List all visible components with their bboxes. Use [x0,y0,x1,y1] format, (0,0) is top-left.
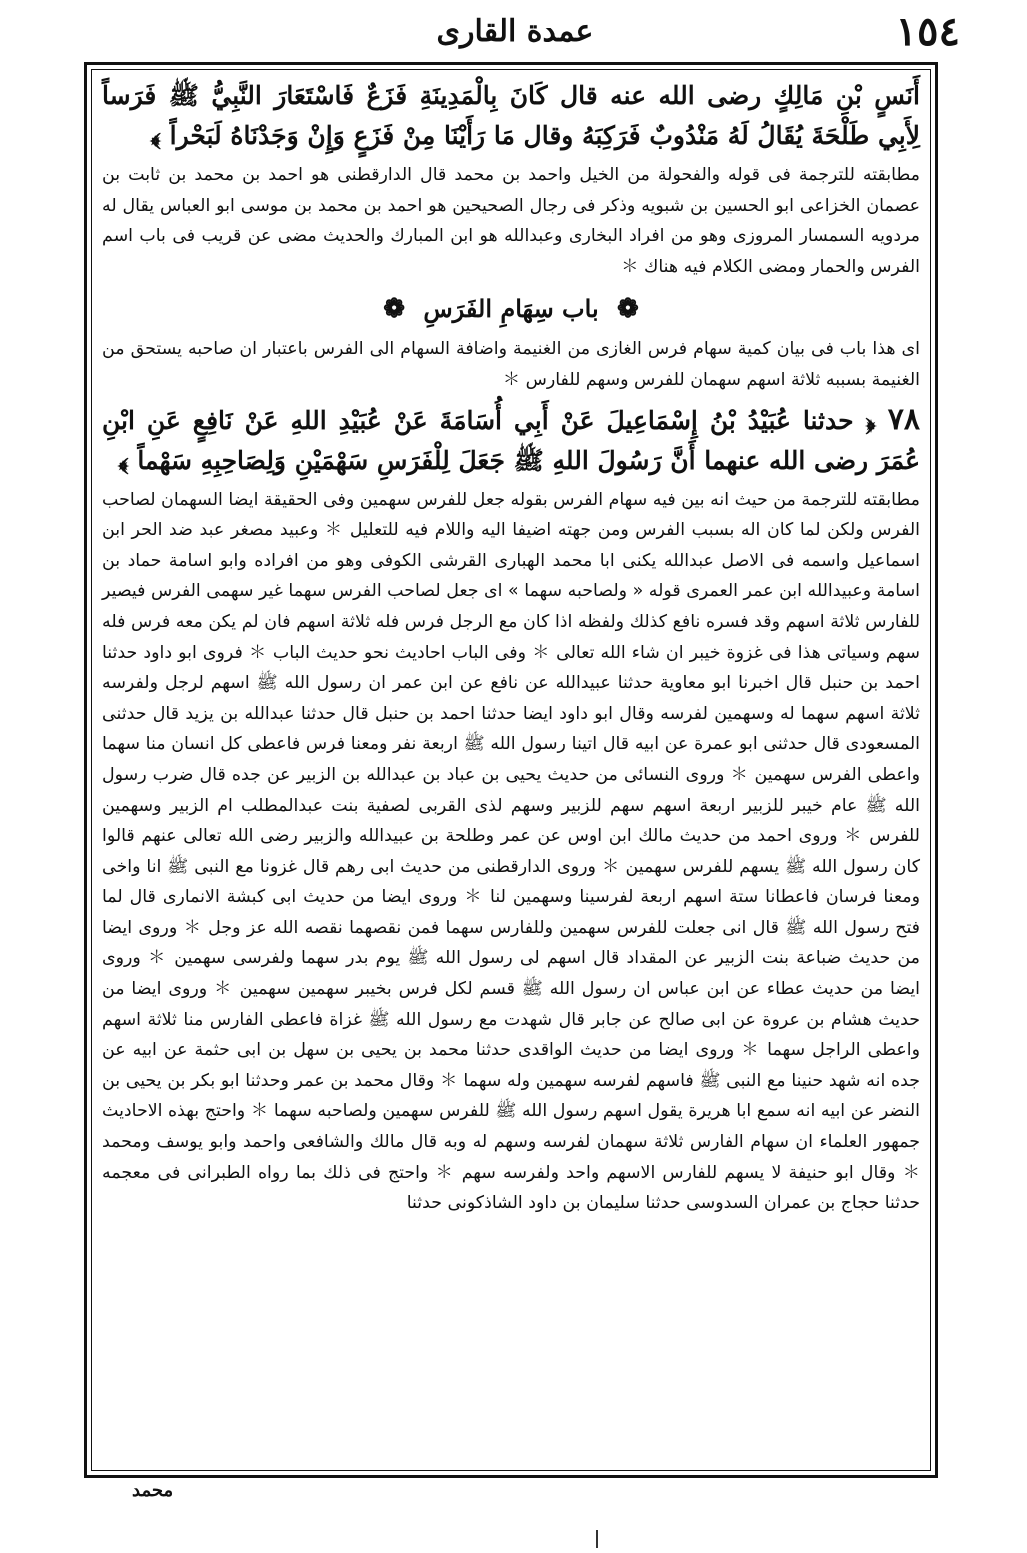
running-title: عمدة القاری [436,14,594,49]
page-number: ١٥٤ [895,8,960,55]
hadith-78 [102,400,920,481]
commentary-77: مطابقته للترجمة فی قوله والفحولة من الخیل واحمد بن محمد قال الدارقطنی هو احمد بن محمد بن ثابت بن عصمان الخزاعی ابو الحسین بن شبویه وذکر فی رجال الصحیحین هو احمد بن محمد بن موسی ابو العباس یقال له مردویه السمسار المروزی وهو من افراد البخاری وعبدالله هو ابن المبارك والحدیث مضی عن قریب فی باب اسم الفرس والحمار ومضی الکلام فیه هناك ＊ [102,165,920,277]
text-body [91,69,931,1471]
catchword: محمد [132,1480,174,1501]
hadith-number: ٧٨ [887,401,920,437]
hadith-78-text: ﴿ حدثنا عُبَيْدُ بْنُ إِسْمَاعِيلَ عَنْ أَبِي أُسَامَةَ عَنْ عُبَيْدِ اللهِ عَنْ نَافِعٍ عَنِ ابْنِ عُمَرَ رضی الله عنهما أَنَّ رَسُولَ اللهِ ﷺ جَعَلَ لِلْفَرَسِ سَهْمَيْنِ وَلِصَاحِبِهِ سَهْماً ﴾ [102,405,920,475]
page-foot-mark [596,1530,598,1548]
commentary-78: مطابقته للترجمة من حیث انه بین فیه سهام الفرس بقوله جعل للفرس سهمین وفی الحقیقة ایضا السهمان لصاحب الفرس ولکن لما کان اله بسبب الفرس ومن جهته اضیفا الیه واللام فیه للتعلیل ＊ وعبید مصغر عبد ضد الحر ابن اسماعیل واسمه فی الاصل عبدالله یکنی ابا محمد الهباری القرشی الکوفی وهو من افراده وابو اسامة حماد بن اسامة وعبیدالله ابن عمر العمری قوله « ولصاحبه سهما » ای جعل لصاحب الفرس سهما غیر سهمی الفرس فیصیر للفارس ثلاثة اسهم وقد فسره نافع کذلك ولفظه اذا کان مع الرجل فرس فله ثلاثة اسهم فان لم یکن معه فرس فله سهم وسیاتی هذا فی غزوة خیبر ان شاء الله تعالی ＊ وفی الباب احادیث نحو حدیث الباب ＊ فروی ابو داود حدثنا احمد بن حنبل قال اخبرنا ابو معاویة حدثنا عبیدالله عن نافع عن ابن عمر ان رسول الله ﷺ اسهم لرجل ولفرسه ثلاثة اسهم سهما له وسهمین لفرسه وقال ابو داود ایضا حدثنا احمد بن حنبل قال حدثنا عبدالله بن یزید قال حدثنی المسعودی قال حدثنی ابو عمرة عن ابیه قال اتینا رسول الله ﷺ اربعة نفر ومعنا فرس فاعطی کل انسان منا سهما واعطی الفرس سهمین ＊ وروی النسائی من حدیث یحیی بن عباد بن عبدالله بن الزبیر عن جده قال ضرب رسول الله ﷺ عام خیبر للزبیر اربعة اسهم سهم للزبیر وسهم لذی القربی لصفیة بنت عبدالمطلب ام الزبیر وسهمین للفرس ＊ وروی احمد من حدیث مالك ابن اوس عن عمر وطلحة بن عبیدالله والزبیر رضی الله تعالی عنهم قالوا کان رسول الله ﷺ یسهم للفرس سهمین ＊ وروی الدارقطنی من حدیث ابی رهم قال غزونا مع النبی ﷺ انا واخی ومعنا فرسان فاعطانا ستة اسهم اربعة لفرسینا وسهمین لنا ＊ وروی ایضا من حدیث ابی کبشة الانماری قال لما فتح رسول الله ﷺ قال انی جعلت للفرس سهمین وللفارس سهما فمن نقصهما نقصه الله عز وجل ＊ وروی ایضا من حدیث ضباعة بنت الزبیر عن المقداد قال اسهم لی رسول الله ﷺ یوم بدر سهما ولفرسی سهمین ＊ وروی ایضا من حدیث عطاء عن ابن عباس ان رسول الله ﷺ قسم لکل فرس بخیبر سهمین سهمین ＊ وروی ایضا من حدیث هشام بن عروة عن ابی صالح عن جابر قال شهدت مع رسول الله ﷺ غزاة فاعطی الفارس منا ثلاثة اسهم واعطی الراجل سهما ＊ وروی ایضا من حدیث الواقدی حدثنا محمد بن یحیی بن سهل بن ابی حثمة عن ابیه عن جده انه شهد حنینا مع النبی ﷺ فاسهم لفرسه سهمین وله سهما ＊ وقال محمد بن عمر وحدثنا ابو بکر بن یحیی بن النضر عن ابیه انه سمع ابا هریرة یقول اسهم رسول الله ﷺ للفرس سهمین ولصاحبه سهما ＊ واحتج بهذه الاحادیث جمهور العلماء ان سهام الفارس ثلاثة سهمان لفرسه وسهم له وبه قال مالك والشافعی واحمد وابو یوسف ومحمد ＊ وقال ابو حنیفة لا یسهم للفارس الاسهم واحد ولفرسه سهم ＊ واحتج فی ذلك بما رواه الطبرانی فی معجمه حدثنا حجاج بن عمران السدوسی حدثنا سلیمان بن داود الشاذکونی حدثنا [102,489,920,1214]
ornament-icon: ❁ [617,294,639,325]
chapter-title: باب سِهَامِ الفَرَسِ [423,294,599,324]
text-frame [84,62,938,1478]
chapter-heading [102,286,920,332]
chapter-commentary: ای هذا باب فی بیان کمیة سهام فرس الغازی من الغنیمة واضافة السهام الی الفرس باعتبار ان صاحبه یستحق من الغنیمة بسببه ثلاثة اسهم سهمان للفرس وسهم للفارس ＊ [102,339,920,390]
ornament-icon: ❁ [383,294,405,325]
hadith-77-text: أَنَسٍ بْنِ مَالِكٍ رضی الله عنه قال كَانَ بِالْمَدِينَةِ فَزَعٌ فَاسْتَعَارَ النَّبِيُّ ﷺ فَرَساً لِأَبِي طَلْحَةَ يُقَالُ لَهُ مَنْدُوبٌ فَرَكِبَهُ وقال مَا رَأَيْنَا مِنْ فَزَعٍ وَإِنْ وَجَدْنَاهُ لَبَحْراً ﴾ [102,81,920,150]
page-header [70,8,960,60]
